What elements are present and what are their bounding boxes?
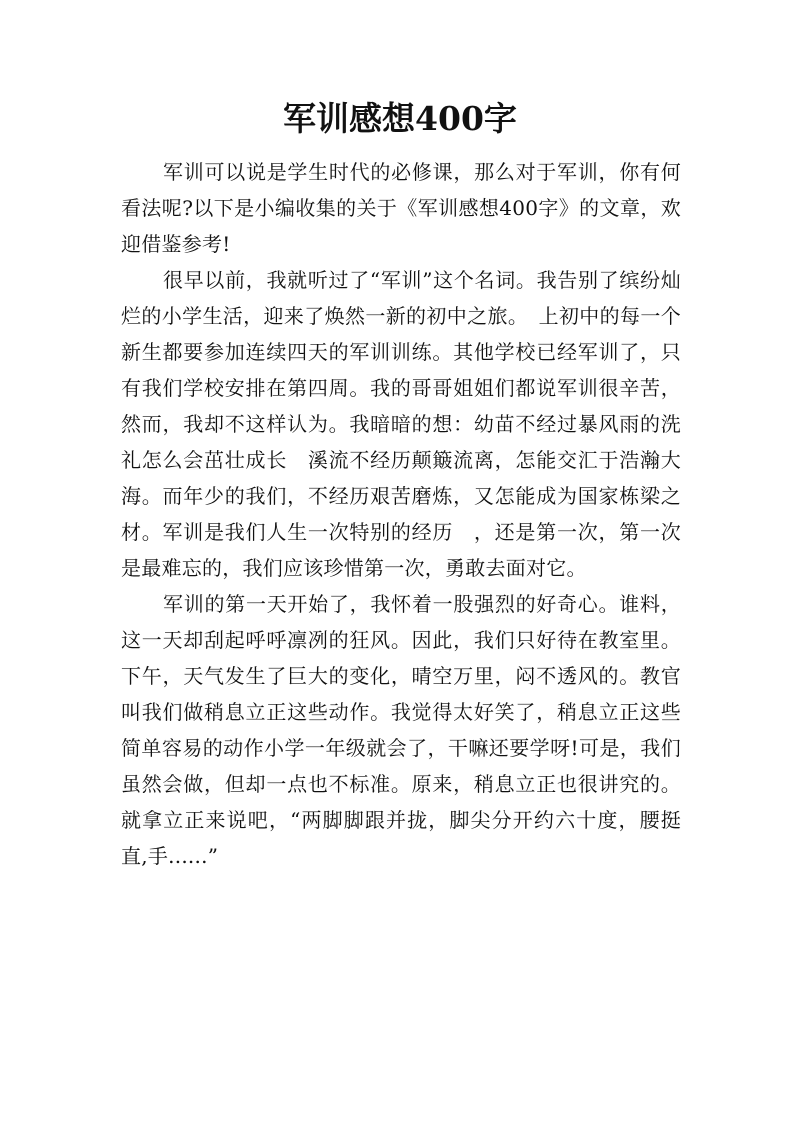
paragraph-intro: 军训可以说是学生时代的必修课，那么对于军训，你有何看法呢?以下是小编收集的关于《军训感想400字》的文章，欢迎借鉴参考! [121, 160, 681, 256]
paragraph-third: 军训的第一天开始了，我怀着一股强烈的好奇心。谁料，这一天却刮起呼呼凛冽的狂风。因此，我们只好待在教室里。下午，天气发生了巨大的变化，晴空万里，闷不透风的。教官叫我们做稍息立正这些动作。我觉得太好笑了，稍息立正这些简单容易的动作小学一年级就会了，干嘛还要学呀!可是，我们虽然会做，但却一点也不标准。原来，稍息立正也很讲究的。就拿立正来说吧，“两脚脚跟并拢，脚尖分开约六十度，腰挺直,手......” [121, 592, 681, 868]
paragraph-second: 很早以前，我就听过了“军训”这个名词。我告别了缤纷灿烂的小学生活，迎来了焕然一新的初中之旅。 上初中的每一个新生都要参加连续四天的军训训练。其他学校已经军训了，只有我们学校安排在第四周。我的哥哥姐姐们都说军训很辛苦，然而，我却不这样认为。我暗暗的想：幼苗不经过暴风雨的洗礼怎么会茁壮成长 溪流不经历颠簸流离，怎能交汇于浩瀚大海。而年少的我们，不经历艰苦磨炼，又怎能成为国家栋梁之材。军训是我们人生一次特别的经历 ，还是第一次，第一次是最难忘的，我们应该珍惜第一次，勇敢去面对它。 [121, 268, 681, 580]
document-body [121, 154, 681, 874]
document-title: 军训感想400字 [283, 99, 517, 138]
